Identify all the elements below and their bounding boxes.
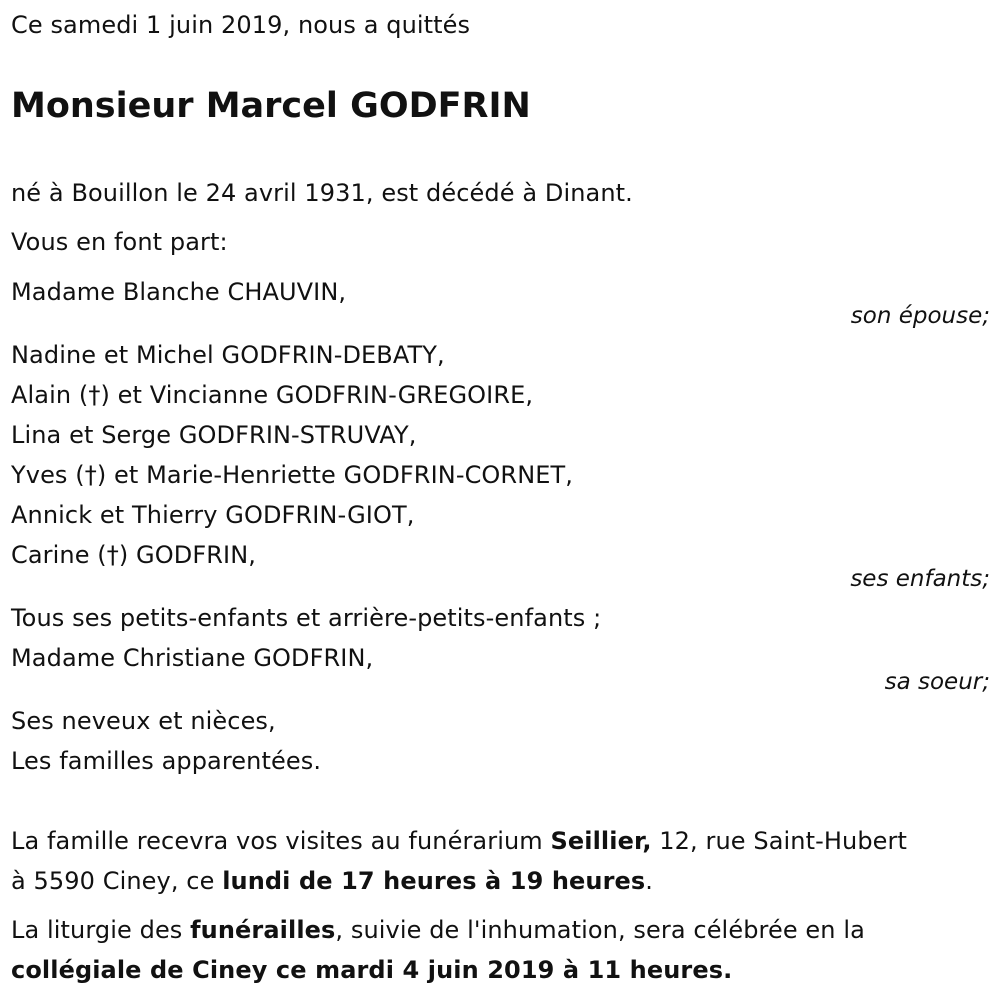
intro-line: Ce samedi 1 juin 2019, nous a quittés [11, 11, 471, 39]
nephews-line: Ses neveux et nièces, [11, 707, 276, 735]
funeral-text: La liturgie des [11, 916, 191, 944]
grandchildren-line: Tous ses petits-enfants et arrière-petits-enfants ; [11, 604, 602, 632]
relatives-line: Les familles apparentées. [11, 747, 322, 775]
funerarium-name: Seillier, [550, 827, 652, 855]
spouse-name: Madame Blanche CHAUVIN, [11, 278, 347, 306]
sister-role: sa soeur; [884, 669, 990, 695]
birth-death-line: né à Bouillon le 24 avril 1931, est décédé à Dinant. [11, 179, 633, 207]
visits-time: lundi de 17 heures à 19 heures [222, 867, 646, 895]
notice-line: Vous en font part: [11, 228, 228, 256]
visits-address: 12, rue Saint-Hubert [651, 827, 908, 855]
children-role: ses enfants; [850, 566, 990, 592]
child-line: Nadine et Michel GODFRIN-DEBATY, [11, 341, 445, 369]
funeral-text-2: , suivie de l'inhumation, sera célébrée en la [335, 916, 865, 944]
child-line: Lina et Serge GODFRIN-STRUVAY, [11, 421, 417, 449]
visits-line-1 [11, 825, 907, 857]
funeral-church-date: collégiale de Ciney ce mardi 4 juin 2019 à 11 heures. [11, 956, 733, 984]
child-line: Yves (†) et Marie-Henriette GODFRIN-CORNET, [11, 461, 574, 489]
visits-line-2 [11, 865, 653, 897]
child-line: Annick et Thierry GODFRIN-GIOT, [11, 501, 415, 529]
visits-text: La famille recevra vos visites au funérarium [11, 827, 551, 855]
sister-name: Madame Christiane GODFRIN, [11, 644, 374, 672]
child-line: Carine (†) GODFRIN, [11, 541, 256, 569]
visits-city: à 5590 Ciney, ce [11, 867, 223, 895]
visits-end: . [645, 867, 654, 895]
funeral-line-2 [11, 954, 732, 986]
funeral-word: funérailles [190, 916, 336, 944]
funeral-line-1 [11, 914, 865, 946]
child-line: Alain (†) et Vincianne GODFRIN-GREGOIRE, [11, 381, 534, 409]
page-title: Monsieur Marcel GODFRIN [11, 86, 531, 126]
spouse-role: son épouse; [850, 303, 990, 329]
